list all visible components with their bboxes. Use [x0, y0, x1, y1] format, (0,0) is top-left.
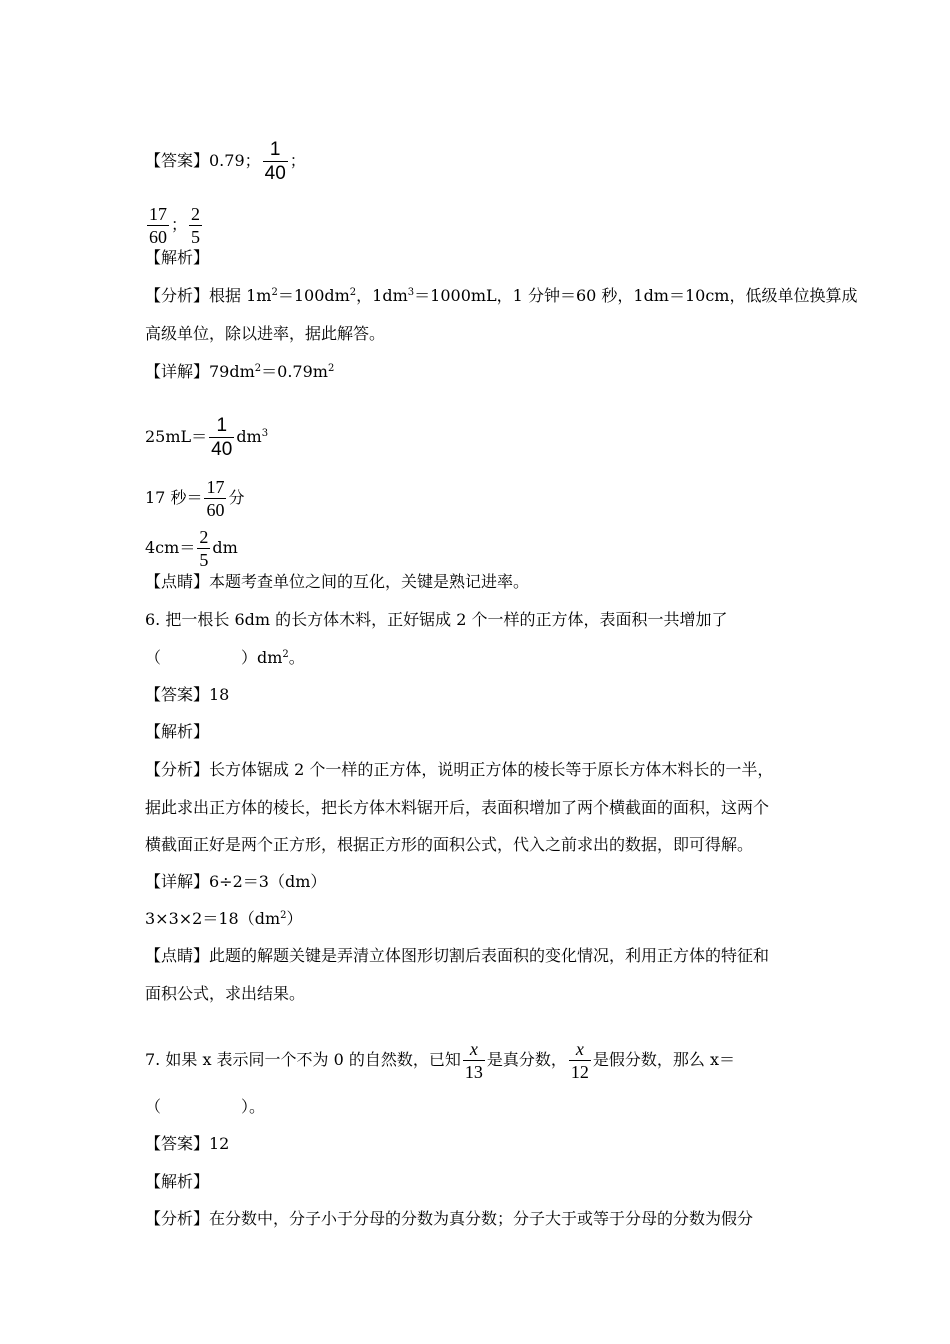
question-7: 7. 如果 x 表示同一个不为 0 的自然数，已知 $\frac{x}{13}$ 是真分数， $\frac{x}{12}$ 是假分数，那么 x＝: [145, 1039, 736, 1082]
fraction: $\frac{x}{13}$: [464, 1039, 483, 1082]
fraction: $\frac{x}{12}$: [570, 1039, 589, 1082]
analysis-text: 据此求出正方体的棱长，把长方体木料锯开后，表面积增加了两个横截面的面积，这两个: [145, 798, 770, 817]
comment-text: 面积公式，求出结果。: [145, 984, 306, 1003]
detail-equation: 25mL＝ $\frac{1}{40}$ $dm^3$: [145, 415, 269, 460]
fraction: $\frac{1}{40}$: [264, 139, 286, 184]
analysis-text: 高级单位，除以进率，据此解答。: [145, 324, 386, 343]
fraction: $\frac{2}{5}$: [199, 527, 209, 570]
detail-text: 【详解】6÷2＝3（dm）: [145, 872, 327, 891]
fraction: $\frac{17}{60}$: [206, 477, 225, 520]
detail-equation: $3\times 3\times 2=18(dm^2)$: [145, 909, 303, 928]
analysis-text: 【分析】根据 $1m^2=100dm^2$，$1dm^3=1000mL$，1 分钟＝60 秒，1dm＝10cm，低级单位换算成: [145, 286, 858, 305]
analysis-header: 【解析】: [145, 722, 210, 741]
question-7-blank: （ ）。: [145, 1097, 266, 1116]
analysis-text: 横截面正好是两个正方形，根据正方形的面积公式，代入之前求出的数据，即可得解。: [145, 835, 754, 854]
answer-fractions-line: $\frac{17}{60}$ ； $\frac{2}{5}$: [149, 204, 201, 247]
analysis-header: 【解析】: [145, 248, 210, 267]
detail-text: 【详解】$79dm^2=0.79m^2$: [145, 362, 335, 381]
comment-text: 【点睛】此题的解题关键是弄清立体图形切割后表面积的变化情况，利用正方体的特征和: [145, 946, 770, 965]
answer-line-q6: 【答案】18: [145, 685, 230, 704]
detail-equation: 17 秒＝ $\frac{17}{60}$ 分: [145, 477, 245, 520]
answer-line-q5: 【答案】0.79； $\frac{1}{40}$ ；: [145, 139, 306, 184]
answer-line-q7: 【答案】12: [145, 1134, 230, 1153]
detail-equation: 4cm＝ $\frac{2}{5}$ dm: [145, 527, 238, 570]
question-6: 6. 把一根长 6dm 的长方体木料，正好锯成 2 个一样的正方体，表面积一共增加了: [145, 610, 728, 629]
fraction: $\frac{17}{60}$: [149, 204, 167, 247]
analysis-text: 【分析】在分数中，分子小于分母的分数为真分数；分子大于或等于分母的分数为假分: [145, 1209, 754, 1228]
fraction: $\frac{2}{5}$: [191, 204, 201, 247]
fraction: $\frac{1}{40}$: [211, 415, 233, 460]
question-6-blank: （ ）$dm^2$。: [145, 648, 305, 667]
analysis-text: 【分析】长方体锯成 2 个一样的正方体，说明正方体的棱长等于原长方体木料长的一半，: [145, 760, 774, 779]
analysis-header: 【解析】: [145, 1172, 210, 1191]
comment-text: 【点睛】本题考查单位之间的互化，关键是熟记进率。: [145, 572, 530, 591]
